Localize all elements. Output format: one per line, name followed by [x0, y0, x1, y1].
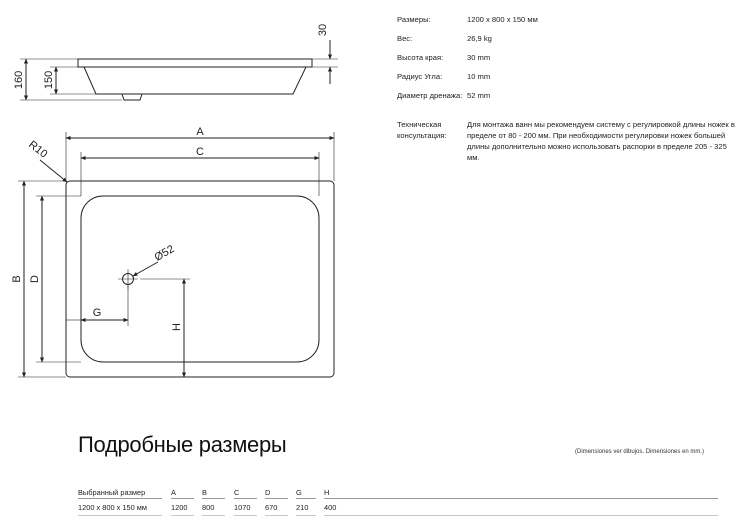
table-row	[78, 501, 718, 516]
cell-b: 800	[202, 503, 215, 512]
spec-value: 30 mm	[467, 53, 491, 62]
label-g: G	[92, 307, 102, 319]
row-underline	[78, 515, 162, 516]
spec-row-rim-height	[397, 52, 737, 71]
technical-drawing	[0, 0, 370, 400]
row-underline	[265, 515, 288, 516]
label-b: B	[11, 275, 23, 283]
spec-value: 52 mm	[467, 91, 491, 100]
specs-list	[397, 14, 737, 163]
cell-c: 1070	[234, 503, 251, 512]
dimensions-table	[78, 486, 718, 516]
header-underline	[171, 498, 194, 499]
spec-value: 26,9 kg	[467, 34, 492, 43]
spec-row-drain-diameter	[397, 90, 737, 119]
top-view-inner	[81, 196, 319, 362]
spec-value: 1200 x 800 x 150 мм	[467, 15, 538, 24]
label-drain: Ø52	[152, 243, 177, 264]
row-underline	[296, 515, 316, 516]
spec-row-technical-note	[397, 119, 737, 163]
header-h: H	[324, 488, 330, 497]
row-underline	[171, 515, 194, 516]
side-view	[20, 40, 338, 100]
header-underline	[78, 498, 162, 499]
label-radius: R10	[26, 138, 50, 161]
spec-label: Радиус Угла:	[397, 72, 443, 81]
top-view	[18, 132, 334, 377]
row-underline	[202, 515, 225, 516]
cell-selected-size: 1200 x 800 x 150 мм	[78, 503, 147, 512]
header-underline	[324, 498, 718, 499]
cell-d: 670	[265, 503, 278, 512]
spec-label: Диаметр дренажа:	[397, 91, 463, 100]
row-underline	[324, 515, 718, 516]
section-note: (Dimensiones ver dibujos. Dimensiones en mm.)	[575, 449, 705, 455]
top-view-outer	[66, 181, 334, 377]
section-title: Подробные размеры	[78, 432, 287, 457]
header-g: G	[296, 488, 302, 497]
label-h: H	[171, 323, 183, 331]
side-view-basin	[84, 67, 306, 94]
side-view-rim	[78, 59, 312, 67]
spec-label: Вес:	[397, 34, 413, 43]
label-a: A	[196, 126, 204, 138]
label-160: 160	[13, 70, 25, 90]
spec-value: 10 mm	[467, 72, 491, 81]
cell-a: 1200	[171, 503, 188, 512]
spec-row-size	[397, 14, 737, 33]
cell-h: 400	[324, 503, 337, 512]
spec-value: Для монтажа ванн мы рекомендуем систему с регулировкой длины ножек в пределе от 80 - 200 мм. При необходимости регулировки ножек большей длины дополнительно можно использовать распорки в пределе 205 - 325 мм.	[467, 120, 735, 162]
label-d: D	[29, 275, 41, 283]
spec-label: Размеры:	[397, 15, 431, 24]
header-underline	[296, 498, 316, 499]
spec-label: Высота края:	[397, 53, 444, 62]
side-view-drain	[122, 94, 142, 100]
header-a: A	[171, 488, 176, 497]
header-d: D	[265, 488, 271, 497]
header-c: C	[234, 488, 240, 497]
cell-g: 210	[296, 503, 309, 512]
label-30: 30	[317, 23, 329, 37]
header-underline	[234, 498, 257, 499]
header-selected-size: Выбранный размер	[78, 488, 146, 497]
row-underline	[234, 515, 257, 516]
spec-row-corner-radius	[397, 71, 737, 90]
spec-label: Техническая консультация:	[397, 120, 447, 140]
header-b: B	[202, 488, 207, 497]
label-150: 150	[43, 70, 55, 90]
header-underline	[265, 498, 288, 499]
header-underline	[202, 498, 225, 499]
label-c: C	[196, 146, 204, 158]
table-header-row	[78, 486, 718, 501]
spec-row-weight	[397, 33, 737, 52]
